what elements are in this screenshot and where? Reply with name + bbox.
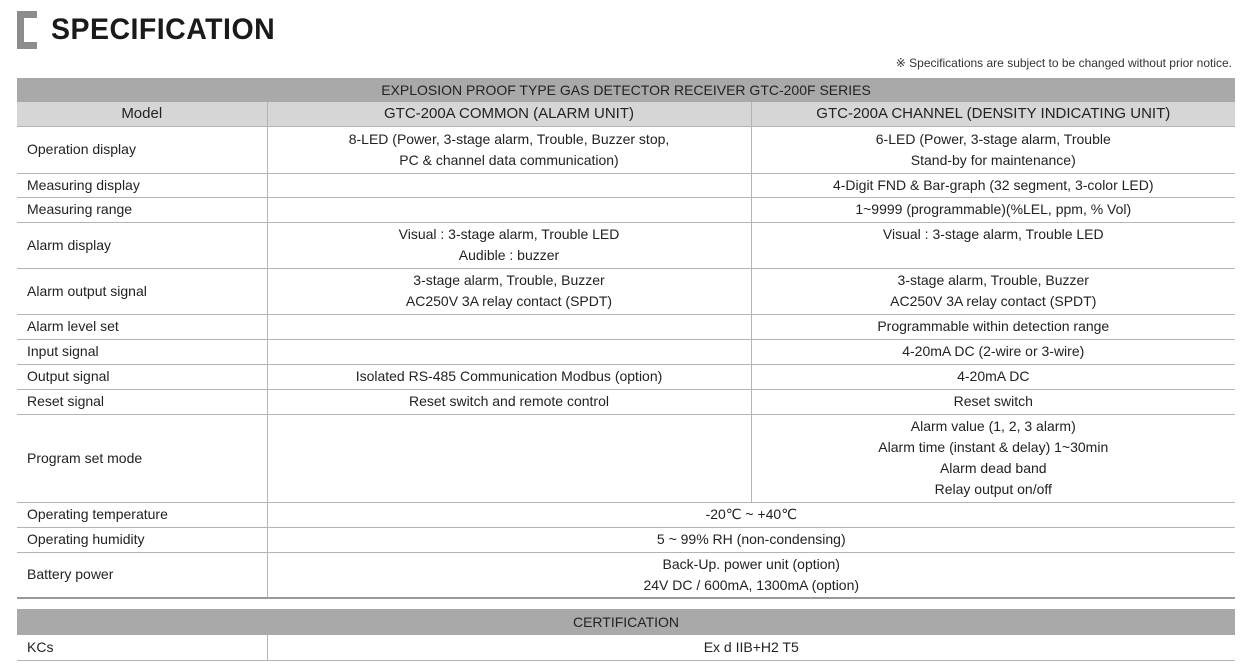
channel-cell: 4-20mA DC: [751, 364, 1235, 389]
common-cell: [267, 222, 751, 268]
channel-cell: Programmable within detection range: [751, 314, 1235, 339]
common-cell: [267, 197, 751, 222]
table-row: [17, 126, 1235, 173]
channel-cell: Reset switch: [751, 389, 1235, 414]
table-row: [17, 635, 1235, 660]
table-row: [17, 173, 1235, 197]
common-cell: [267, 314, 751, 339]
cell-line: PC & channel data communication): [399, 151, 619, 168]
row-label: Operation display: [17, 126, 267, 173]
cell-line: 3-stage alarm, Trouble, Buzzer: [413, 272, 605, 288]
cell-line: Alarm dead band: [939, 460, 1047, 476]
row-label: Input signal: [17, 339, 267, 364]
cell-line: Back-Up. power unit (option): [662, 555, 840, 572]
cell-line: AC250V 3A relay contact (SPDT): [405, 293, 613, 309]
channel-cell: 4-Digit FND & Bar-graph (32 segment, 3-color LED): [751, 173, 1235, 197]
table-row: [17, 268, 1235, 314]
table-row: [17, 364, 1235, 389]
column-header-model: Model: [17, 102, 267, 126]
cell-line: 8-LED (Power, 3-stage alarm, Trouble, Buzzer stop,: [348, 130, 670, 147]
table-row: [17, 552, 1235, 598]
common-cell: Isolated RS-485 Communication Modbus (option): [267, 364, 751, 389]
row-label: Alarm display: [17, 222, 267, 268]
cell-line: Visual : 3-stage alarm, Trouble LED: [398, 226, 620, 242]
row-label: Reset signal: [17, 389, 267, 414]
notice-text: ※ Specifications are subject to be changed without prior notice.: [895, 56, 1232, 70]
shared-value-cell: -20℃ ~ +40℃: [267, 502, 1235, 527]
cell-line: 3-stage alarm, Trouble, Buzzer: [897, 272, 1089, 288]
table-header-row: [17, 102, 1235, 126]
common-cell: [267, 268, 751, 314]
row-label: Alarm output signal: [17, 268, 267, 314]
shared-value-cell: 5 ~ 99% RH (non-condensing): [267, 527, 1235, 552]
table-row: [17, 314, 1235, 339]
common-cell: [267, 173, 751, 197]
cell-line: 6-LED (Power, 3-stage alarm, Trouble: [875, 130, 1111, 147]
common-cell: [267, 126, 751, 173]
table-row: [17, 527, 1235, 552]
specification-table: [17, 78, 1235, 599]
common-cell: Reset switch and remote control: [267, 389, 751, 414]
column-header-common: GTC-200A COMMON (ALARM UNIT): [267, 102, 751, 126]
common-cell: [267, 414, 751, 502]
row-label: Battery power: [17, 552, 267, 598]
certification-table: [17, 609, 1235, 661]
row-label: Program set mode: [17, 414, 267, 502]
cell-line: Stand-by for maintenance): [910, 151, 1076, 168]
channel-cell: [751, 126, 1235, 173]
row-label: Alarm level set: [17, 314, 267, 339]
table-row: [17, 502, 1235, 527]
cell-line: Alarm value (1, 2, 3 alarm): [910, 418, 1076, 434]
cell-line: AC250V 3A relay contact (SPDT): [890, 293, 1097, 309]
table-row: [17, 389, 1235, 414]
column-header-channel: GTC-200A CHANNEL (DENSITY INDICATING UNIT): [751, 102, 1235, 126]
bracket-decoration: [17, 11, 37, 49]
page-title: SPECIFICATION: [51, 13, 276, 46]
table-band-row: [17, 78, 1235, 102]
row-label: Measuring display: [17, 173, 267, 197]
table-row: [17, 222, 1235, 268]
cell-line: Audible : buzzer: [458, 247, 560, 263]
row-label: Operating temperature: [17, 502, 267, 527]
certification-title: CERTIFICATION: [17, 609, 1235, 635]
row-label: Output signal: [17, 364, 267, 389]
common-cell: [267, 339, 751, 364]
row-label: Operating humidity: [17, 527, 267, 552]
table-row: [17, 414, 1235, 502]
channel-cell: 4-20mA DC (2-wire or 3-wire): [751, 339, 1235, 364]
row-label: KCs: [17, 635, 267, 660]
cell-line: Alarm time (instant & delay) 1~30min: [878, 439, 1109, 455]
channel-cell: [751, 414, 1235, 502]
channel-cell: [751, 222, 1235, 268]
cell-line: Relay output on/off: [934, 481, 1052, 497]
cell-line: 24V DC / 600mA, 1300mA (option): [643, 576, 860, 593]
channel-cell: 1~9999 (programmable)(%LEL, ppm, % Vol): [751, 197, 1235, 222]
page-header: [17, 10, 287, 50]
table-band-title: EXPLOSION PROOF TYPE GAS DETECTOR RECEIVER GTC-200F SERIES: [17, 78, 1235, 102]
row-label: Measuring range: [17, 197, 267, 222]
table-row: [17, 339, 1235, 364]
channel-cell: [751, 268, 1235, 314]
shared-value-cell: Ex d IIB+H2 T5: [267, 635, 1235, 660]
cell-line: Visual : 3-stage alarm, Trouble LED: [882, 225, 1104, 242]
table-row: [17, 197, 1235, 222]
shared-value-cell: [267, 552, 1235, 598]
table-band-row: [17, 609, 1235, 635]
